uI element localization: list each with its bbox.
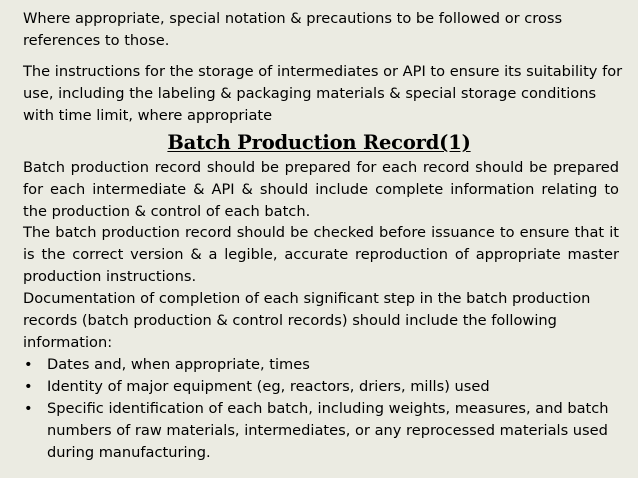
bullet-text: Specific identification of each batch, including weights, measures, and batch numbers of raw materials, intermediates, or any reprocessed materials used during manufacturing. <box>47 400 609 461</box>
intro-paragraph-2: The instructions for the storage of intermediates or API to ensure its suitability for use, including the labeling & packaging materials & special storage conditions with time limit, where appropriate <box>23 63 623 124</box>
bullet-icon: • <box>24 400 33 417</box>
intro-paragraph-1: Where appropriate, special notation & precautions to be followed or cross references to those. <box>23 10 563 49</box>
body-paragraph-batch-record: Batch production record should be prepared for each record should be prepared for each intermediate & API & should include complete information relating to the production & control of each batch. <box>23 159 619 220</box>
bullet-item-dates <box>23 354 619 376</box>
body-paragraph-record-check: The batch production record should be checked before issuance to ensure that it is the correct version & a legible, accurate reproduction of appropriate master production instructions. <box>23 224 619 285</box>
section-title: Batch Production Record(1) <box>167 131 471 154</box>
bullet-icon: • <box>24 356 33 373</box>
bullet-text: Identity of major equipment (eg, reactors, driers, mills) used <box>47 378 490 395</box>
bullet-text: Dates and, when appropriate, times <box>47 356 310 373</box>
body-paragraph-documentation: Documentation of completion of each significant step in the batch production records (batch production & control records) should include the following information: <box>23 290 591 351</box>
bullet-icon: • <box>24 378 33 395</box>
bullet-item-identification <box>23 398 619 464</box>
bullet-list <box>23 354 619 464</box>
bullet-item-equipment <box>23 376 619 398</box>
